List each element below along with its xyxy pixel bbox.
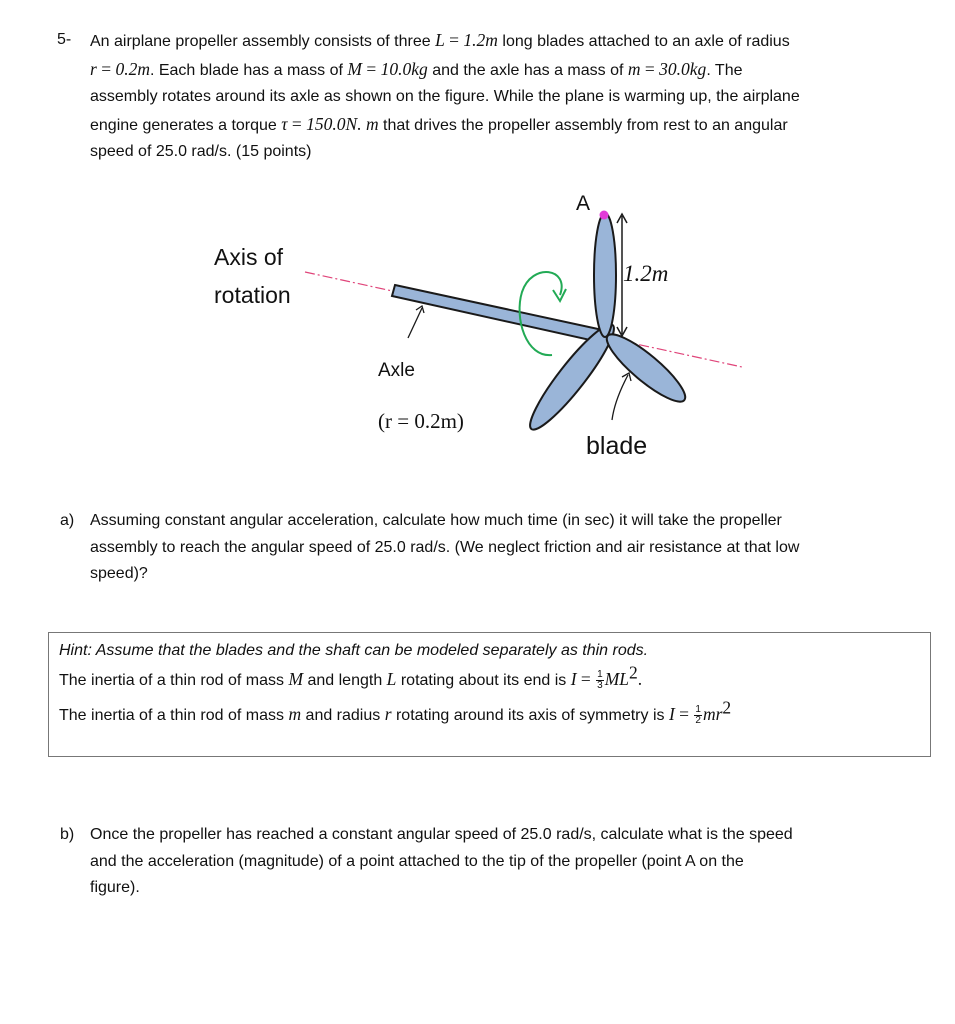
rotation-arrowhead-icon xyxy=(553,289,566,301)
axis-of-rotation-label: Axis of rotation xyxy=(214,244,291,308)
problem-line-1: An airplane propeller assembly consists of three L = 1.2m long blades attached to an axle of radius xyxy=(90,30,790,50)
axle-label: Axle xyxy=(378,360,415,381)
hint-line-3: The inertia of a thin rod of mass m and radius r rotating around its axis of symmetry is I = $\frac{1}{2}$ $mr^2$ xyxy=(59,697,732,727)
blade-vertical xyxy=(594,213,616,337)
point-a-marker xyxy=(600,211,609,220)
hint-line-1: Hint: Assume that the blades and the shaft can be modeled separately as thin rods. xyxy=(59,642,649,659)
part-a-letter: a) xyxy=(60,512,75,529)
problem-number: 5- xyxy=(57,31,72,48)
blade-lower-right xyxy=(599,326,692,410)
axle-pointer-line xyxy=(408,308,422,338)
point-a-label: A xyxy=(576,192,591,215)
blade-label: blade xyxy=(586,432,648,460)
problem-line-4: engine generates a torque τ = 150.0N. m that drives the propeller assembly from rest to an angular xyxy=(90,113,788,134)
part-b-letter: b) xyxy=(60,826,75,843)
problem-line-3: assembly rotates around its axle as shown on the figure. While the plane is warming up, the airplane xyxy=(90,88,800,105)
hint-box xyxy=(48,632,931,757)
blade-pointer-line xyxy=(612,375,628,420)
problem-line-5: speed of 25.0 rad/s. (15 points) xyxy=(90,143,312,160)
axle-shaft xyxy=(392,285,612,344)
part-b-question: Once the propeller has reached a constant angular speed of 25.0 rad/s, calculate what is the speed and the acceleration (magnitude) of a point attached to the tip of the propeller (point A on the figure). xyxy=(90,826,793,896)
hint-line-2: The inertia of a thin rod of mass M and length L rotating about its end is I = $\frac{1}{3}$ $ML^2$. xyxy=(59,662,643,692)
axle-radius-label: (r = 0.2m) xyxy=(378,409,464,433)
propeller-figure xyxy=(0,190,955,480)
blade-length-label: 1.2m xyxy=(623,261,669,286)
problem-statement xyxy=(90,27,890,166)
part-a-question: Assuming constant angular acceleration, calculate how much time (in sec) it will take the propeller assembly to reach the angular speed of 25.0 rad/s. (We neglect friction and air resistance at that low speed)? xyxy=(90,512,800,582)
problem-line-2: r = 0.2m. Each blade has a mass of M = 10.0kg and the axle has a mass of m = 30.0kg. The xyxy=(90,58,743,79)
